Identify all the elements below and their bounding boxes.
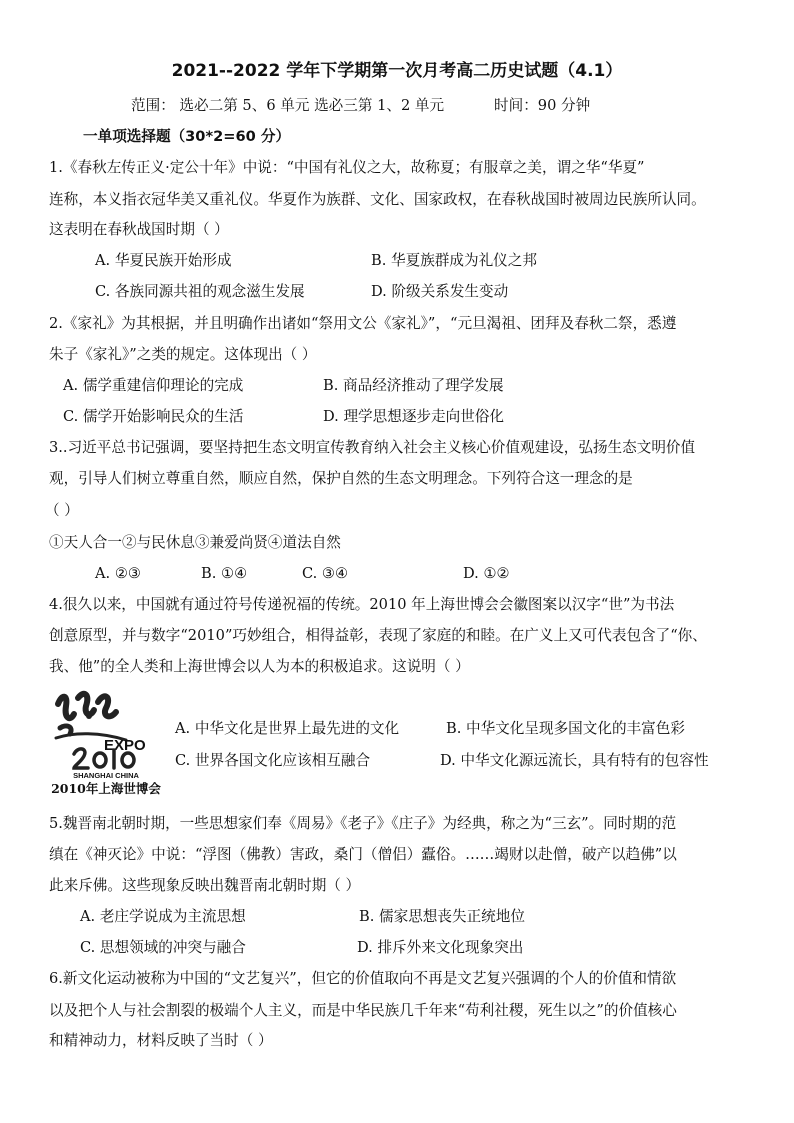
question-1-option-b: B. 华夏族群成为礼仪之邦 — [371, 252, 537, 269]
question-3-option-c: C. ③④ — [302, 565, 349, 582]
question-5-line-3: 此来斥佛。这些现象反映出魏晋南北朝时期（ ） — [49, 877, 361, 894]
question-3-line-4: ①天人合一②与民休息③兼爱尚贤④道法自然 — [49, 534, 341, 551]
question-1-option-c: C. 各族同源共祖的观念滋生发展 — [95, 283, 305, 300]
expo-subline: SHANGHAI CHINA — [73, 771, 139, 780]
question-6-line-2: 以及把个人与社会割裂的极端个人主义，而是中华民族几千年来“苟利社稷，死生以之”的价值核心 — [49, 1002, 677, 1019]
question-4-line-2: 创意原型，并与数字“2010”巧妙组合，相得益彰，表现了家庭的和睦。在广义上又可代表包含了“你、 — [49, 627, 707, 644]
question-4-line-1: 4.很久以来，中国就有通过符号传递祝福的传统。2010 年上海世博会会徽图案以汉字“世”为书法 — [49, 596, 675, 613]
expo-wordmark: EXPO — [104, 737, 146, 754]
question-3-line-3: （ ） — [45, 502, 79, 519]
exam-scope: 范围： 选必二第 5、6 单元 选必三第 1、2 单元 — [131, 97, 445, 114]
question-2-option-d: D. 理学思想逐步走向世俗化 — [323, 408, 504, 425]
question-4-line-3: 我、他”的全人类和上海世博会以人为本的积极追求。这说明（ ） — [49, 658, 470, 675]
section-title: 一单项选择题（30*2=60 分） — [83, 128, 291, 145]
question-3-line-1: 3..习近平总书记强调，要坚持把生态文明宣传教育纳入社会主义核心价值观建设，弘扬生态文明价值 — [49, 439, 696, 456]
expo-logo-graphic — [44, 688, 168, 780]
question-2-option-b: B. 商品经济推动了理学发展 — [323, 377, 504, 394]
question-5-option-b: B. 儒家思想丧失正统地位 — [359, 908, 525, 925]
question-4-option-c: C. 世界各国文化应该相互融合 — [175, 752, 371, 769]
exam-time: 时间：90 分钟 — [494, 97, 591, 114]
question-5-option-d: D. 排斥外来文化现象突出 — [357, 939, 524, 956]
question-1-line-1: 1.《春秋左传正义·定公十年》中说：“中国有礼仪之大，故称夏；有服章之美，谓之华“华夏” — [49, 159, 645, 176]
question-1-option-d: D. 阶级关系发生变动 — [371, 283, 509, 300]
expo-logo-caption: 2010年上海世博会 — [51, 781, 161, 796]
question-6-line-1: 6.新文化运动被称为中国的“文艺复兴”，但它的价值取向不再是文艺复兴强调的个人的价值和情欲 — [49, 970, 677, 987]
question-1-line-3: 这表明在春秋战国时期（ ） — [49, 221, 229, 238]
question-3-option-b: B. ①④ — [201, 565, 248, 582]
question-1-line-2: 连称，本义指衣冠华美又重礼仪。华夏作为族群、文化、国家政权，在春秋战国时被周边民族所认同。 — [49, 191, 706, 208]
question-3-option-a: A. ②③ — [95, 565, 141, 582]
question-4-option-d: D. 中华文化源远流长，具有特有的包容性 — [440, 752, 709, 769]
question-5-line-1: 5.魏晋南北朝时期，一些思想家们奉《周易》《老子》《庄子》为经典，称之为“三玄”。同时期的范 — [49, 815, 677, 832]
question-2-line-2: 朱子《家礼》”之类的规定。这体现出（ ） — [49, 346, 317, 363]
question-2-option-a: A. 儒学重建信仰理论的完成 — [63, 377, 244, 394]
question-3-option-d: D. ①② — [463, 565, 510, 582]
question-5-option-c: C. 思想领域的冲突与融合 — [80, 939, 246, 956]
exam-title: 2021--2022 学年下学期第一次月考高二历史试题（4.1） — [171, 61, 623, 81]
question-3-line-2: 观，引导人们树立尊重自然，顺应自然，保护自然的生态文明理念。下列符合这一理念的是 — [49, 470, 633, 487]
question-2-line-1: 2.《家礼》为其根据，并且明确作出诸如“祭用文公《家礼》”，“元旦渴祖、团拜及春秋二祭，悉遵 — [49, 315, 677, 332]
question-1-option-a: A. 华夏民族开始形成 — [95, 252, 232, 269]
question-6-line-3: 和精神动力，材料反映了当时（ ） — [49, 1032, 273, 1049]
expo-2010-logo — [44, 688, 168, 796]
question-4-option-b: B. 中华文化呈现多国文化的丰富色彩 — [446, 720, 685, 737]
question-2-option-c: C. 儒学开始影响民众的生活 — [63, 408, 244, 425]
question-4-option-a: A. 中华文化是世界上最先进的文化 — [175, 720, 400, 737]
question-5-option-a: A. 老庄学说成为主流思想 — [80, 908, 246, 925]
question-5-line-2: 缜在《神灭论》中说：“浮图（佛教）害政，桑门（僧侣）蠹俗。……竭财以赴僧，破产以趋佛”以 — [49, 846, 677, 863]
